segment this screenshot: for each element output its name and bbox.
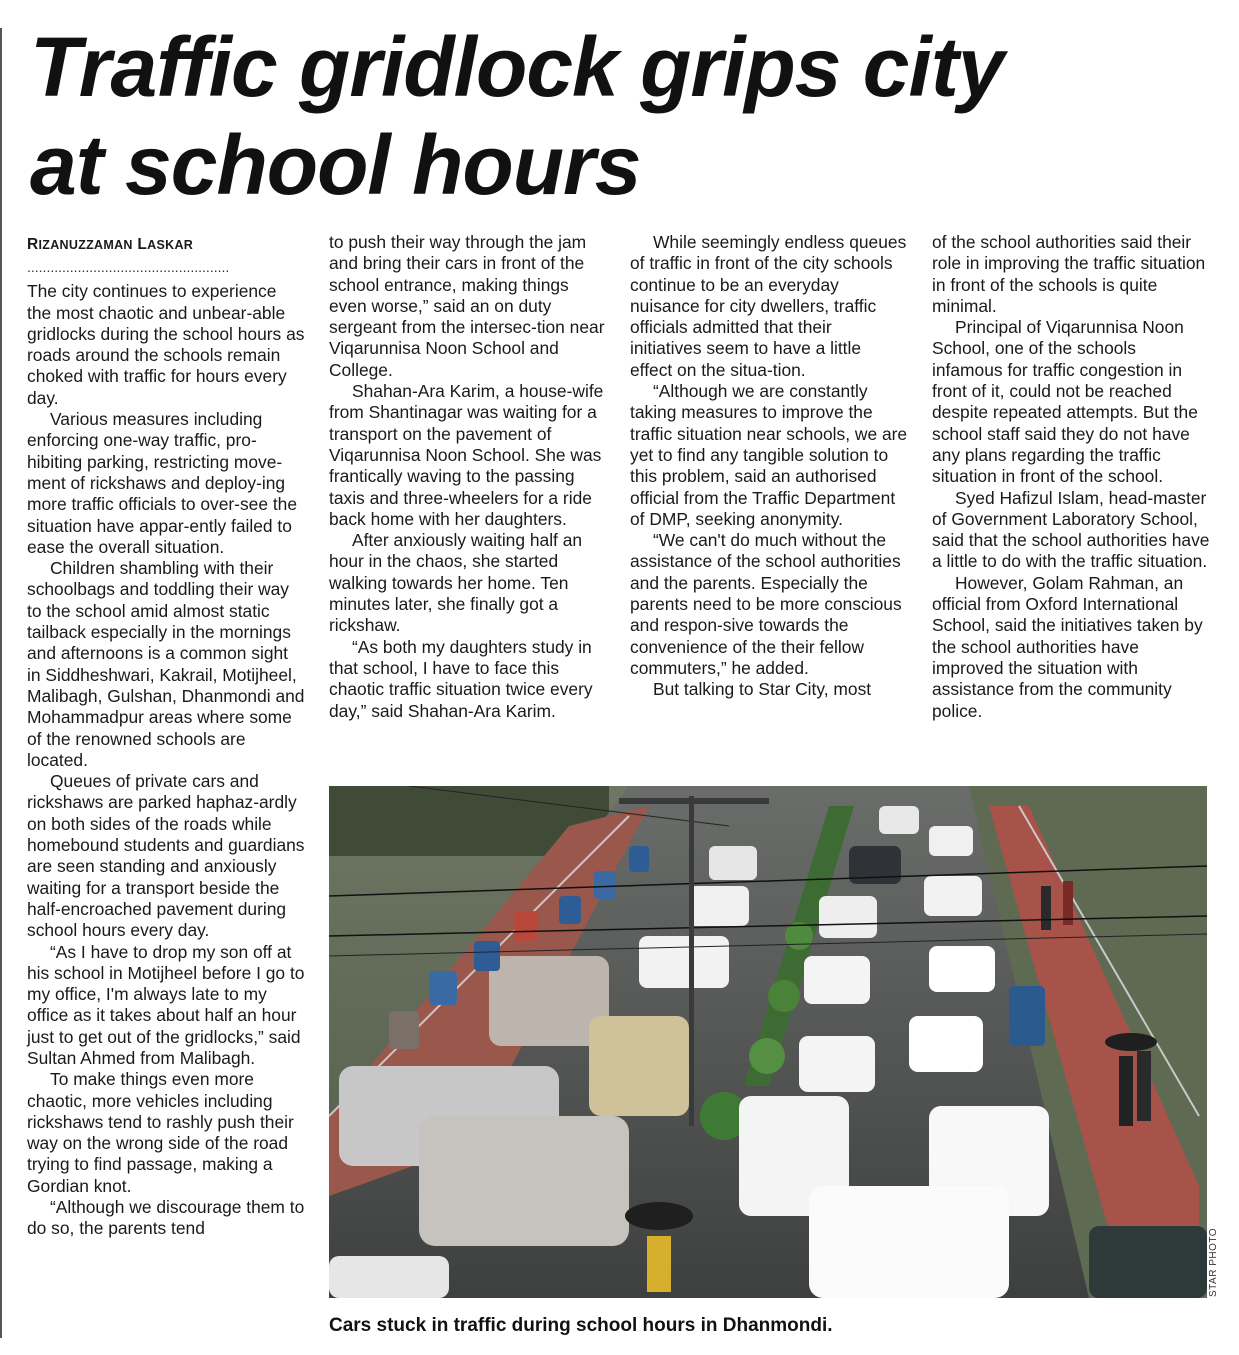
article-paragraph: of the school authorities said their role in improving the traffic situation in front of the schools is quite minimal. bbox=[932, 232, 1206, 316]
article-column-2 bbox=[329, 232, 607, 722]
article-paragraph: While seemingly endless queues of traffic in front of the city schools continue to be an everyday nuisance for city dwellers, traffic officials admitted that their initiatives seem to have a little effect on the situa-tion. bbox=[630, 232, 907, 380]
column-body bbox=[630, 232, 908, 701]
headline bbox=[30, 18, 1180, 214]
article-column-1 bbox=[27, 232, 305, 1240]
article-paragraph: Children shambling with their schoolbags and toddling their way to the school amid almost static tailback especially in the mornings and afternoons is a common sight in Siddheshwari, Kakrail, Motijheel, Malibagh, Gulshan, Dhanmondi and Mohammadpur areas where some of the renowned schools are located. bbox=[27, 558, 305, 770]
article-paragraph: However, Golam Rahman, an official from Oxford International School, said the initiatives taken by the school authorities have improved the situation with assistance from the community police. bbox=[932, 572, 1203, 721]
article-paragraph: Various measures including enforcing one-way traffic, pro-hibiting parking, restricting move-ment of rickshaws and deploy-ing more traffic officials to over-see the situation have appar-ently failed to ease the overall situation. bbox=[27, 409, 297, 557]
article-paragraph: Syed Hafizul Islam, head-master of Government Laboratory School, said that the school authorities have a little to do with the traffic situation. bbox=[932, 487, 1210, 572]
column-body bbox=[27, 281, 305, 1239]
column-body bbox=[932, 232, 1210, 722]
article-paragraph: Principal of Viqarunnisa Noon School, one of the schools infamous for traffic congestion in front of it, could not be reached despite repeated attempts. But the school staff said they do not have any plans regarding the traffic situation in front of the school. bbox=[932, 317, 1198, 487]
article-paragraph: Queues of private cars and rickshaws are parked haphaz-ardly on both sides of the roads while homebound students and guardians are seen standing and anxiously waiting for a transport beside the half-encroached pavement during school hours every day. bbox=[27, 771, 305, 941]
article-column-3 bbox=[630, 232, 908, 701]
headline-line-2: at school hours bbox=[30, 118, 641, 212]
traffic-photo-illustration bbox=[329, 786, 1207, 1298]
article-paragraph: “As I have to drop my son off at his school in Motijheel before I go to my office, I'm always late to my office as it takes about half an hour just to get out of the gridlocks,” said Sultan Ahmed from Malibagh. bbox=[27, 941, 305, 1068]
article-paragraph: to push their way through the jam and bring their cars in front of the school entrance, making things even worse,” said an on duty sergeant from the intersec-tion near Viqarunnisa Noon School and College. bbox=[329, 232, 605, 380]
photo-credit: STAR PHOTO bbox=[1208, 1227, 1219, 1297]
article-paragraph: Shahan-Ara Karim, a house-wife from Shantinagar was waiting for a transport on the pavement of Viqarunnisa Noon School. She was frantically waving to the passing taxis and three-wheelers for a ride back home with her daughters. bbox=[329, 381, 604, 529]
article-column-4 bbox=[932, 232, 1210, 722]
article-paragraph: To make things even more chaotic, more vehicles including rickshaws tend to rashly push their way on the wrong side of the road trying to find passage, making a Gordian knot. bbox=[27, 1069, 294, 1196]
article-paragraph: The city continues to experience the most chaotic and unbear-able gridlocks during the school hours as roads around the schools remain choked with traffic for hours every day. bbox=[27, 281, 305, 408]
headline-line-1: Traffic gridlock grips city bbox=[30, 20, 1004, 114]
article-paragraph: After anxiously waiting half an hour in the chaos, she started walking towards her home. Ten minutes later, she finally got a rickshaw. bbox=[329, 530, 583, 636]
byline-separator: .................................................... bbox=[27, 259, 230, 276]
byline: RIZANUZZAMAN LASKAR bbox=[27, 236, 194, 253]
page-left-rule bbox=[0, 28, 2, 1338]
article-paragraph: “We can't do much without the assistance of the school authorities and the parents. Especially the parents need to be more conscious and respon-sive towards the convenience of the their fellow commuters,” he added. bbox=[630, 530, 902, 678]
article-paragraph: “Although we discourage them to do so, the parents tend bbox=[27, 1197, 305, 1239]
article-paragraph: But talking to Star City, most bbox=[653, 679, 872, 700]
article-paragraph: “As both my daughters study in that school, I have to face this chaotic traffic situation twice every day,” said Shahan-Ara Karim. bbox=[329, 636, 593, 721]
traffic-photo bbox=[329, 786, 1207, 1298]
article-paragraph: “Although we are constantly taking measures to improve the traffic situation near schools, we are yet to find any tangible solution to this problem, said an authorised official from the Traffic Department of DMP, seeking anonymity. bbox=[630, 381, 908, 529]
column-body bbox=[329, 232, 607, 722]
photo-caption: Cars stuck in traffic during school hours in Dhanmondi. bbox=[329, 1315, 833, 1336]
